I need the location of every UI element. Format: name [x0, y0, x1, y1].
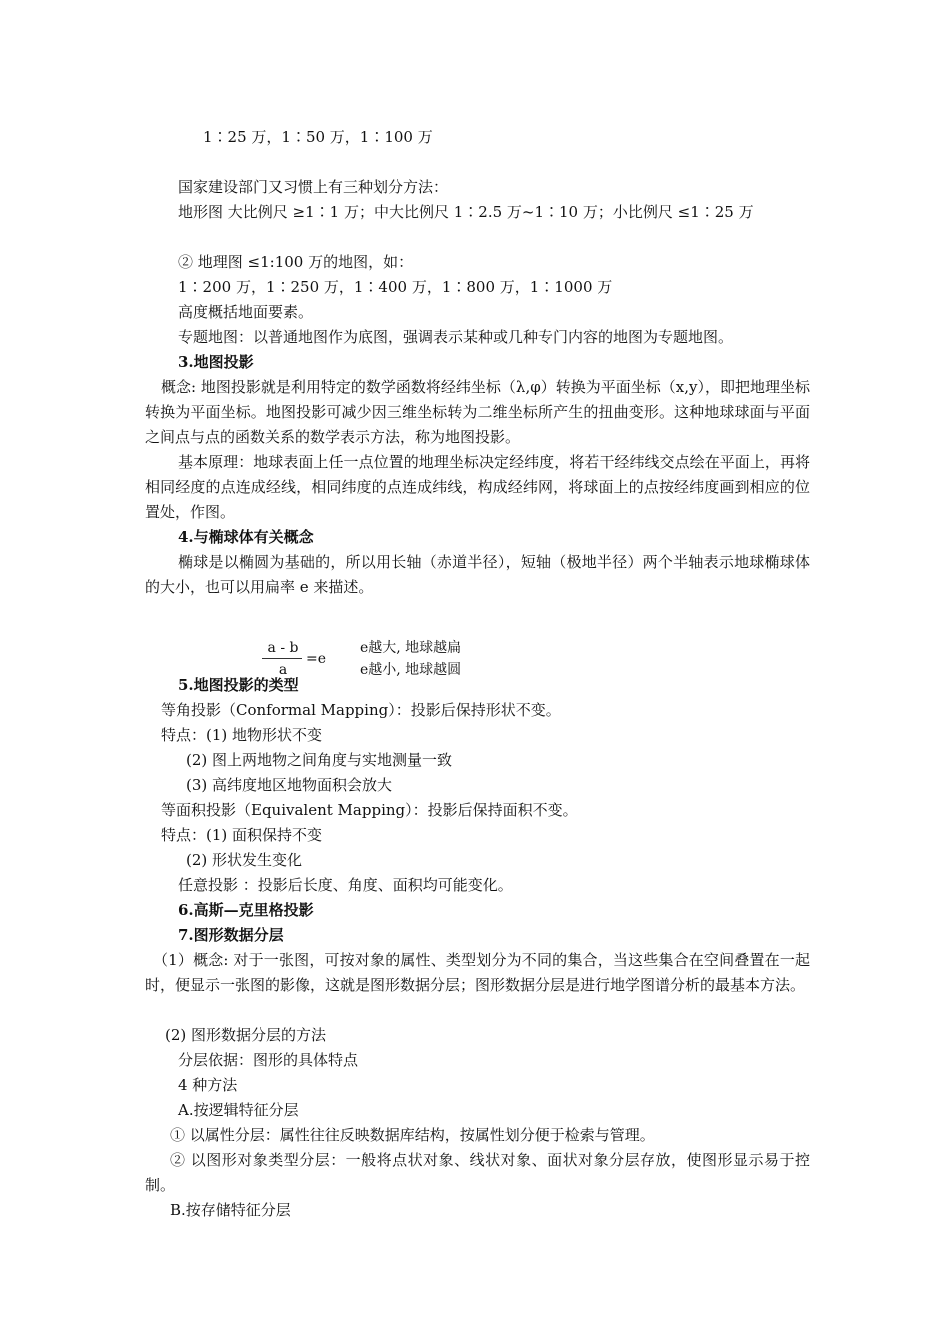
layering-basis: 分层依据：图形的具体特点	[178, 1051, 359, 1069]
method-a-heading: A.按逻辑特征分层	[178, 1101, 299, 1119]
thematic-map-definition: 专题地图：以普通地图作为底图，强调表示某种或几种专门内容的地图为专题地图。	[178, 328, 734, 346]
formula-denominator: a	[278, 662, 288, 678]
classification-intro: 国家建设部门又习惯上有三种划分方法：	[178, 178, 449, 196]
conformal-feature-3: (3) 高纬度地区地物面积会放大	[186, 776, 393, 794]
layering-concept: （1）概念: 对于一张图，可按对象的属性、类型划分为不同的集合，当这些集合在空间叠置在一起时，便显示一张图的影像，这就是图形数据分层；图形数据分层是进行地学图谱分析的最基本方法。	[145, 951, 810, 994]
formula-note-large: e越大, 地球越扁	[360, 640, 462, 656]
layer-by-attribute: ① 以属性分层：属性往往反映数据库结构，按属性划分便于检索与管理。	[170, 1126, 655, 1144]
equivalent-feature-2: (2) 形状发生变化	[186, 851, 303, 869]
method-b-heading: B.按存储特征分层	[170, 1201, 291, 1219]
section-heading-4: 4.与椭球体有关概念	[178, 528, 314, 546]
section-heading-3: 3.地图投影	[178, 353, 254, 371]
conformal-projection: 等角投影（Conformal Mapping）：投影后保持形状不变。	[161, 701, 561, 719]
formula-numerator: a - b	[267, 640, 299, 656]
section-heading-7: 7.图形数据分层	[178, 926, 284, 944]
equivalent-projection: 等面积投影（Equivalent Mapping）：投影后保持面积不变。	[161, 801, 578, 819]
ellipsoid-description: 椭球是以椭圆为基础的，所以用长轴（赤道半径），短轴（极地半径）两个半轴表示地球椭球体的大小，也可以用扁率 e 来描述。	[145, 553, 810, 596]
section-heading-5: 5.地图投影的类型	[178, 676, 299, 694]
generalization-note: 高度概括地面要素。	[178, 303, 314, 321]
conformal-feature-2: (2) 图上两地物之间角度与实地测量一致	[186, 751, 453, 769]
projection-concept: 概念: 地图投影就是利用特定的数学函数将经纬坐标（λ,φ）转换为平面坐标（x,y），即把地理坐标转换为平面坐标。地图投影可减少因三维坐标转为二维坐标所产生的扭曲变形。这种地球球面与平面之间点与点的函数关系的数学表示方法，称为地图投影。	[145, 378, 810, 446]
geographic-map-line: ② 地理图 ≤1:100 万的地图，如：	[178, 253, 414, 271]
topographic-map-scales: 地形图 大比例尺 ≥1∶1 万；中大比例尺 1∶2.5 万~1∶10 万；小比例尺 ≤1∶25 万	[178, 203, 754, 221]
scale-list-2: 1∶200 万，1∶250 万，1∶400 万，1∶800 万，1∶1000 万	[178, 278, 613, 296]
projection-principle: 基本原理：地球表面上任一点位置的地理坐标决定经纬度，将若干经纬线交点绘在平面上，再将相同经度的点连成经线，相同纬度的点连成纬线，构成经纬网，将球面上的点按经纬度画到相应的位置处，作图。	[145, 453, 810, 521]
section-heading-6: 6.高斯—克里格投影	[178, 901, 314, 919]
equivalent-feature-1: 特点：(1) 面积保持不变	[161, 826, 323, 844]
layering-methods-heading: (2) 图形数据分层的方法	[165, 1026, 327, 1044]
arbitrary-projection: 任意投影 ：投影后长度、角度、面积均可能变化。	[178, 876, 513, 894]
four-methods: 4 种方法	[178, 1076, 238, 1094]
conformal-feature-1: 特点：(1) 地物形状不变	[161, 726, 323, 744]
layer-by-object-type: ② 以图形对象类型分层：一般将点状对象、线状对象、面状对象分层存放，使图形显示易于控制。	[145, 1151, 810, 1194]
fraction-bar	[262, 658, 302, 659]
formula-result: =e	[306, 651, 327, 667]
formula-note-small: e越小, 地球越圆	[360, 662, 462, 678]
scale-list-1: 1∶25 万，1∶50 万，1∶100 万	[203, 128, 433, 146]
